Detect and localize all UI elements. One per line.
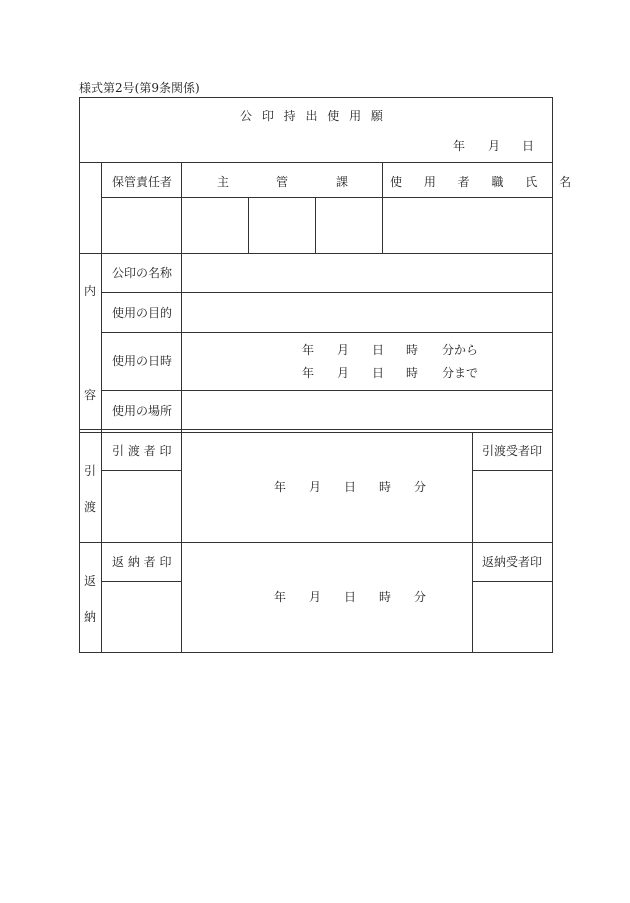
return-hour: 時 xyxy=(379,590,392,604)
from-month: 月 xyxy=(337,343,350,357)
to-minute: 分まで xyxy=(442,366,479,380)
return-giver-label: 返 納 者 印 xyxy=(112,555,172,569)
form-label: 様式第2号(第9条関係) xyxy=(79,81,200,95)
dept-char-2: 管 xyxy=(276,175,289,189)
form-title: 公 印 持 出 使 用 願 xyxy=(240,109,386,123)
return-char-2: 納 xyxy=(84,610,97,624)
return-receiver-seal[interactable] xyxy=(473,582,551,651)
handover-giver-seal[interactable] xyxy=(102,471,181,542)
handover-char-2: 渡 xyxy=(84,500,97,514)
handover-year: 年 xyxy=(274,480,287,494)
seal-name-label: 公印の名称 xyxy=(112,266,173,280)
handover-receiver-seal[interactable] xyxy=(473,471,551,542)
user-name-header: 使 用 者 職 氏 名 xyxy=(390,175,581,189)
handover-hour: 時 xyxy=(379,480,392,494)
rule-handover-bottom xyxy=(79,542,553,543)
from-day: 日 xyxy=(372,343,385,357)
date-day: 日 xyxy=(522,139,535,153)
naiyou-char-2: 容 xyxy=(84,388,97,402)
dept-input-cell-1[interactable] xyxy=(182,198,248,253)
return-minute: 分 xyxy=(414,590,427,604)
from-hour: 時 xyxy=(406,343,419,357)
dept-input-cell-3[interactable] xyxy=(316,198,382,253)
to-hour: 時 xyxy=(406,366,419,380)
seal-name-input[interactable] xyxy=(182,254,551,292)
date-year: 年 xyxy=(453,139,466,153)
return-giver-seal[interactable] xyxy=(102,582,181,651)
rule-double-top xyxy=(79,429,553,430)
from-minute: 分から xyxy=(442,343,479,357)
return-receiver-label: 返納受者印 xyxy=(482,555,543,569)
return-year: 年 xyxy=(274,590,287,604)
handover-giver-label: 引 渡 者 印 xyxy=(112,444,172,458)
place-input[interactable] xyxy=(182,391,551,428)
rule-title-bottom xyxy=(79,162,553,163)
date-month: 月 xyxy=(488,139,501,153)
place-label: 使用の場所 xyxy=(112,404,173,418)
handover-month: 月 xyxy=(309,480,322,494)
datetime-input[interactable] xyxy=(182,333,551,390)
to-day: 日 xyxy=(372,366,385,380)
purpose-input[interactable] xyxy=(182,293,551,332)
naiyou-char-1: 内 xyxy=(84,284,97,298)
handover-day: 日 xyxy=(344,480,357,494)
return-char-1: 返 xyxy=(84,574,97,588)
to-month: 月 xyxy=(337,366,350,380)
handover-char-1: 引 xyxy=(84,464,97,478)
dept-char-1: 主 xyxy=(217,175,230,189)
dept-char-3: 課 xyxy=(336,175,349,189)
to-year: 年 xyxy=(302,366,315,380)
return-month: 月 xyxy=(309,590,322,604)
return-day: 日 xyxy=(344,590,357,604)
handover-minute: 分 xyxy=(414,480,427,494)
purpose-label: 使用の目的 xyxy=(112,306,173,320)
dept-input-cell-2[interactable] xyxy=(249,198,315,253)
user-name-input-cell[interactable] xyxy=(383,198,551,253)
holder-header: 保管責任者 xyxy=(112,175,173,189)
rule-double-bottom xyxy=(79,432,553,433)
from-year: 年 xyxy=(302,343,315,357)
holder-input-cell[interactable] xyxy=(102,198,181,253)
datetime-label: 使用の日時 xyxy=(112,354,173,368)
handover-receiver-label: 引渡受者印 xyxy=(482,444,543,458)
